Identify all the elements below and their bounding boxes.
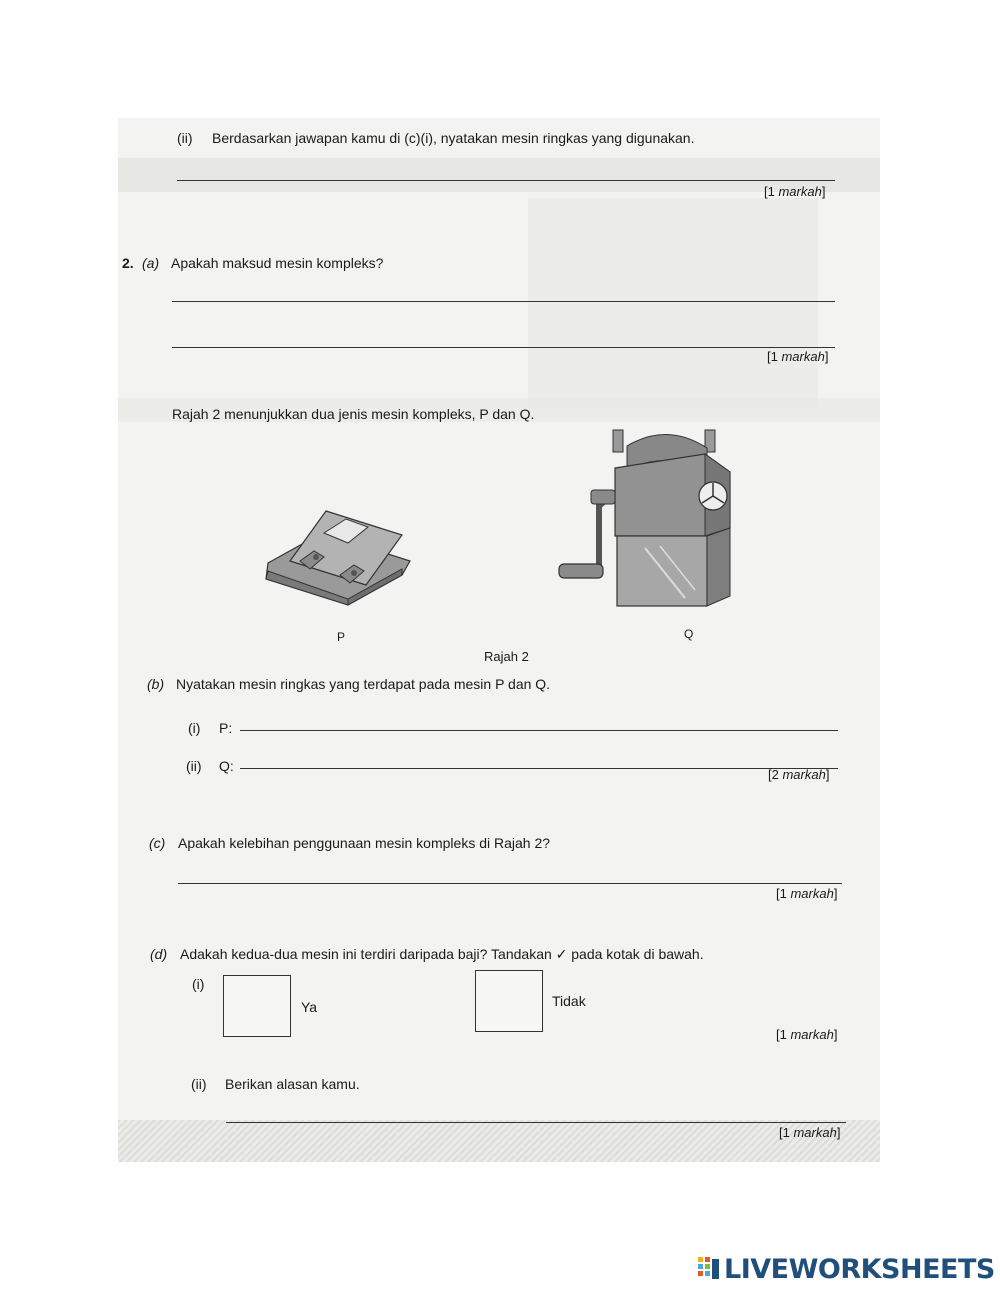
q2-number: 2.	[122, 255, 134, 271]
q2-b-ii-label: Q:	[219, 758, 234, 774]
answer-line-q2-b-ii[interactable]	[240, 768, 838, 769]
q2-b-i-number: (i)	[188, 720, 201, 736]
q2-d-label: (d)	[150, 946, 168, 962]
q1-c-ii-text: Berdasarkan jawapan kamu di (c)(i), nyatakan mesin ringkas yang digunakan.	[212, 130, 695, 146]
pencil-sharpener-q-illustration	[555, 428, 770, 611]
liveworksheets-logo-icon	[698, 1257, 720, 1281]
scan-footer-band	[118, 1120, 880, 1162]
answer-line-q2-b-i[interactable]	[240, 730, 838, 731]
figure-label-p: P	[337, 630, 346, 644]
answer-line-q1-c-ii[interactable]	[177, 180, 835, 181]
hole-punch-p-illustration	[262, 505, 412, 607]
q2-b-text: Nyatakan mesin ringkas yang terdapat pada mesin P dan Q.	[176, 676, 551, 692]
q2-b-i-label: P:	[219, 720, 233, 736]
q2-intro-text: Rajah 2 menunjukkan dua jenis mesin kompleks, P dan Q.	[172, 406, 535, 422]
q2-d-i-number: (i)	[192, 976, 205, 992]
q2-d-ii-marks: [1 markah]	[779, 1125, 841, 1140]
q1-c-ii-number: (ii)	[177, 130, 193, 146]
q2-c-label: (c)	[149, 835, 166, 851]
q2-c-text: Apakah kelebihan penggunaan mesin kompleks di Rajah 2?	[178, 835, 551, 851]
q2-a-marks: [1 markah]	[767, 349, 829, 364]
answer-line-q2-a-2[interactable]	[172, 347, 835, 348]
q2-d-ii-number: (ii)	[191, 1076, 207, 1092]
q2-d-ii-text: Berikan alasan kamu.	[225, 1076, 360, 1092]
q2-d-i-marks: [1 markah]	[776, 1027, 838, 1042]
checkbox-ya[interactable]	[223, 975, 291, 1037]
answer-line-q2-c[interactable]	[178, 883, 842, 884]
answer-line-q2-d-ii[interactable]	[226, 1122, 846, 1123]
brand-name: LIVEWORKSHEETS	[724, 1253, 995, 1285]
q2-b-label: (b)	[147, 676, 165, 692]
q2-b-marks: [2 markah]	[768, 767, 830, 782]
option-ya-label: Ya	[301, 999, 318, 1015]
q2-a-label: (a)	[142, 255, 160, 271]
option-tidak-label: Tidak	[552, 993, 586, 1009]
figure-caption: Rajah 2	[484, 649, 529, 664]
checkbox-tidak[interactable]	[475, 970, 543, 1032]
figure-label-q: Q	[684, 627, 694, 641]
q2-c-marks: [1 markah]	[776, 886, 838, 901]
liveworksheets-brand[interactable]	[698, 1254, 995, 1284]
q2-b-ii-number: (ii)	[186, 758, 202, 774]
q2-a-text: Apakah maksud mesin kompleks?	[171, 255, 384, 271]
q2-d-text: Adakah kedua-dua mesin ini terdiri daripada baji? Tandakan ✓ pada kotak di bawah.	[180, 946, 704, 962]
answer-line-q2-a-1[interactable]	[172, 301, 835, 302]
q1-c-ii-marks: [1 markah]	[764, 184, 826, 199]
bleed-through-shade	[528, 198, 818, 408]
